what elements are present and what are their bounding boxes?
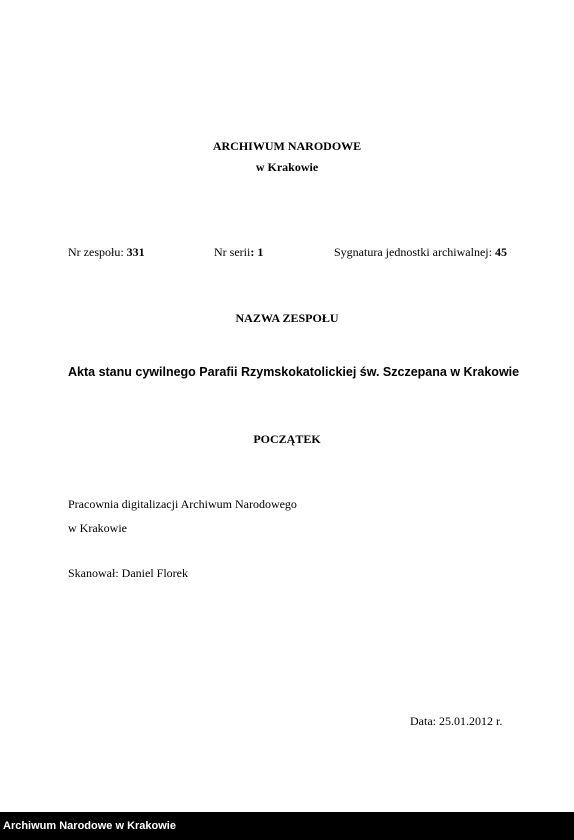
start-heading: POCZĄTEK xyxy=(253,432,321,446)
fond-number xyxy=(68,245,145,260)
unit-signature-value: 45 xyxy=(494,245,507,259)
institution-name: ARCHIWUM NARODOWE xyxy=(212,139,362,153)
series-number-value: : 1 xyxy=(250,245,264,259)
unit-signature xyxy=(334,245,507,260)
document-date: Data: 25.01.2012 r. xyxy=(410,714,503,728)
fond-title: Akta stanu cywilnego Parafii Rzymskokatolickiej św. Szczepana w Krakowie xyxy=(68,365,520,379)
institution-city: w Krakowie xyxy=(255,160,319,174)
digitization-lab-line1: Pracownia digitalizacji Archiwum Narodowego xyxy=(68,497,297,511)
footer-bar xyxy=(0,812,574,840)
unit-signature-label: Sygnatura jednostki archiwalnej: xyxy=(334,245,495,259)
digitization-lab-line2: w Krakowie xyxy=(68,521,127,535)
series-number xyxy=(214,245,263,260)
footer-label: Archiwum Narodowe w Krakowie xyxy=(3,820,176,832)
series-number-label: Nr serii xyxy=(214,245,251,259)
fond-number-value: 331 xyxy=(126,245,145,259)
scanned-by: Skanował: Daniel Florek xyxy=(68,566,188,580)
fond-heading: NAZWA ZESPOŁU xyxy=(235,311,339,325)
fond-number-label: Nr zespołu: xyxy=(68,245,127,259)
